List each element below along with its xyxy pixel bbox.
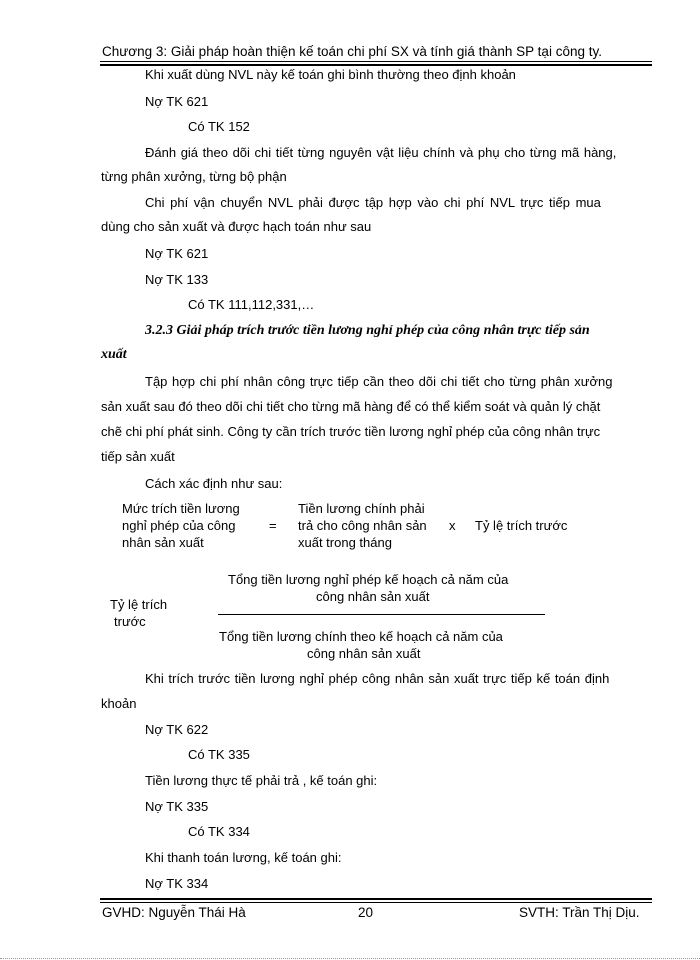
fraction-denominator-line: Tổng tiền lương chính theo kế hoạch cả năm của [219,629,503,644]
page-number: 20 [358,905,374,920]
formula-term-line: Tiền lương chính phải [298,501,425,516]
entry-debit: Nợ TK 622 [145,722,209,737]
entry-credit: Có TK 335 [188,747,250,762]
entry-debit: Nợ TK 621 [145,94,209,109]
fraction-denominator-line: công nhân sản xuất [307,646,421,661]
entry-debit: Nợ TK 621 [145,246,209,261]
paragraph-line: tiếp sản xuất [101,449,175,464]
paragraph-line: Khi xuất dùng NVL này kế toán ghi bình thường theo định khoản [145,67,516,82]
formula-lhs-line: nhân sản xuất [122,535,204,550]
formula-lhs-line: Mức trích tiền lương [122,501,240,516]
paragraph-line: chẽ chi phí phát sinh. Công ty cần trích trước tiền lương nghỉ phép của công nhân trực [101,424,601,439]
formula-rate-term: Tỷ lệ trích trước [475,518,568,533]
paragraph-line: sản xuất sau đó theo dõi chi tiết cho từng mã hàng để có thể kiểm soát và quản lý chặt [101,399,601,414]
entry-debit: Nợ TK 334 [145,876,209,891]
paragraph-line: Chi phí vận chuyển NVL phải được tập hợp vào chi phí NVL trực tiếp mua [145,195,601,210]
formula-lhs-line: Tỷ lệ trích [110,597,168,612]
paragraph-line: khoản [101,696,137,711]
section-heading: 3.2.3 Giải pháp trích trước tiền lương nghỉ phép của công nhân trực tiếp sản [145,323,590,338]
paragraph-line: Tiền lương thực tế phải trả , kế toán ghi: [145,773,378,788]
entry-debit: Nợ TK 133 [145,272,209,287]
footer-student: SVTH: Trần Thị Dịu. [519,905,640,920]
paragraph-line: Cách xác định như sau: [145,476,283,491]
equals-sign: = [269,518,277,533]
entry-credit: Có TK 152 [188,119,250,134]
fraction-bar [218,614,545,615]
paragraph-line: Tập hợp chi phí nhân công trực tiếp cần theo dõi chi tiết cho từng phân xưởng [145,374,613,389]
formula-lhs-line: nghỉ phép của công [122,518,236,533]
paragraph-line: Khi thanh toán lương, kế toán ghi: [145,850,342,865]
entry-credit: Có TK 334 [188,824,250,839]
footer-supervisor: GVHD: Nguyễn Thái Hà [102,905,246,920]
paragraph-line: Đánh giá theo dõi chi tiết từng nguyên vật liệu chính và phụ cho từng mã hàng, [145,145,617,160]
paragraph-line: từng phân xưởng, từng bộ phận [101,169,287,184]
formula-lhs-line: trước [114,614,146,629]
formula-term-line: xuất trong tháng [298,535,392,550]
paragraph-line: Khi trích trước tiền lương nghỉ phép công nhân sản xuất trực tiếp kế toán định [145,671,610,686]
running-header: Chương 3: Giải pháp hoàn thiện kế toán chi phí SX và tính giá thành SP tại công ty. [102,44,602,59]
fraction-numerator-line: Tổng tiền lương nghỉ phép kế hoạch cả năm của [228,572,509,587]
header-rule-bottom [100,64,652,66]
footer-rule-bottom [100,902,652,903]
formula-term-line: trả cho công nhân sản [298,518,427,533]
header-rule-top [100,61,652,62]
page-edge [0,958,700,959]
entry-credit: Có TK 111,112,331,… [188,297,315,312]
multiply-sign: x [449,518,456,533]
paragraph-line: dùng cho sản xuất và được hạch toán như sau [101,219,372,234]
fraction-numerator-line: công nhân sản xuất [316,589,430,604]
section-heading-cont: xuất [101,347,127,362]
entry-debit: Nợ TK 335 [145,799,209,814]
footer-rule-top [100,898,652,900]
